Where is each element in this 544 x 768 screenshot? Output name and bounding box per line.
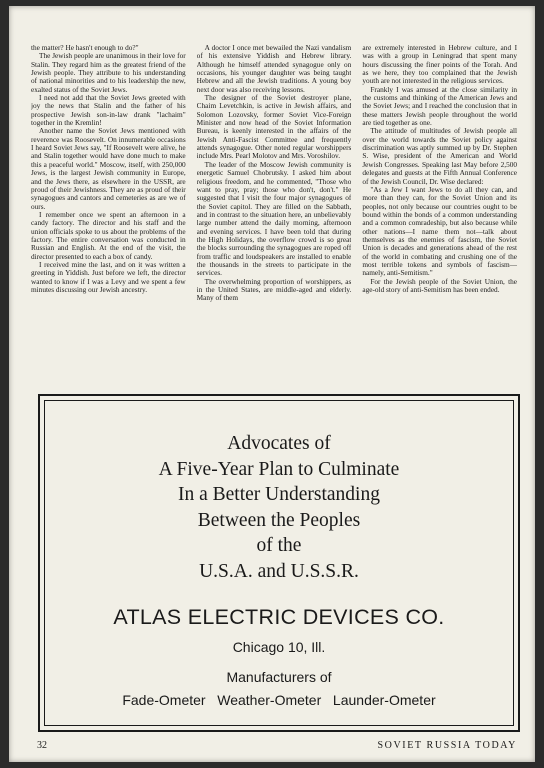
ad-headline-line: Advocates of [227,433,331,454]
article-column-3 [362,44,517,382]
paragraph: The leader of the Moscow Jewish community is energetic Samuel Chobrutsky. I asked him about religious freedom, and he commented, "Those who want to pray, pray; those who don't, don't." He suggested that I visit the four major synagogues of the Soviet capitol. They are filled on the Sabbath, and in contrast to the situation here, an unbelievably large number attend the daily morning, afternoon and evening services. I have been told that during the High Holidays, the overflow crowd is so great the blocks surrounding the synagogues are roped off from traffic and loudspeakers are installed to enable the thousands in the streets to participate in the services. [196,159,352,278]
advertisement-inner-border [44,400,514,726]
ad-manufacturers-label: Manufacturers of [226,669,332,685]
ad-company-name: ATLAS ELECTRIC DEVICES CO. [113,605,445,629]
article-column-2 [197,44,352,382]
paragraph: I need not add that the Soviet Jews greeted with joy the news that Stalin and the father of his prospective Jewish son-in-law drank "lachaim" together in the Kremlin! [31,93,186,128]
paragraph: I remember once we spent an afternoon in a candy factory. The director and his staff and the union officials spoke to us about the problems of the factory. The entire conversation was conducted in Russian and English. At the end of the visit, the director presented to each a box of candy. [31,209,186,261]
paragraph: A doctor I once met bewailed the Nazi vandalism of his extensive Yiddish and Hebrew library. Although he himself attended synagogue only on occasions, his younger daughter was being taught Hebrew and all the Jewish traditions. A young boy next door was also receiving lessons. [196,44,352,94]
paragraph: Frankly I was amused at the close similarity in the customs and thinking of the American Jews and the Soviet Jews; and I reached the conclusion that in these matters Jewish people throughout the world are tied together as one. [362,84,517,128]
ad-headline [45,431,513,584]
magazine-page [9,6,535,762]
paragraph: I received mine the last, and on it was written a greeting in Yiddish. Just before we left, the director wanted to know if I was a Levy and we spent a few minutes discussing our Jewish ancestry. [31,259,186,294]
ad-products: Fade-Ometer Weather-Ometer Launder-Ometer [122,692,436,708]
advertisement-box [38,394,520,732]
paragraph: For the Jewish people of the Soviet Union, the age-old story of anti-Semitism has been ended. [362,276,517,294]
ad-headline-line: Between the Peoples [197,509,361,531]
ad-headline-line: A Five-Year Plan to Culminate [158,458,400,480]
article-column-1 [31,44,186,382]
paragraph: The Jewish people are unanimous in their love for Stalin. They regard him as the greatest friend of the Jewish people. They attribute to his understanding of national minorities and to his leadership the new, exalted status of the Soviet Jews. [31,51,186,94]
magazine-title: SOVIET RUSSIA TODAY [377,740,517,751]
ad-headline-line: U.S.A. and U.S.S.R. [199,560,359,582]
paragraph: The designer of the Soviet destroyer plane, Chaim Levetchkin, is active in Jewish affairs, and Solomon Lozovsky, former Soviet Vice-Foreign Minister and now head of the Soviet Information Bureau, is keenly interested in the affairs of the Jewish Anti-Fascist Committee and frequently attends synagogue. Other noted regular worshippers include Mrs. Pearl Molotov and Mrs. Voroshilov. [196,93,352,161]
ad-headline-line: In a Better Understanding [178,484,380,505]
paragraph: The attitude of multitudes of Jewish people all over the world towards the Soviet policy against discrimination was aptly summed up by Dr. Stephen S. Wise, president of the American and World Jewish Congresses. Speaking last May before 2,500 delegates and guests at the Fifth Annual Conference of the Jewish Council, Dr. Wise declared: [362,126,517,186]
paragraph: the matter? He hasn't enough to do?" [31,44,139,52]
ad-headline-line: of the [256,535,302,556]
article-columns [31,44,517,382]
page-number: 32 [37,740,47,751]
paragraph: The overwhelming proportion of worshippers, as in the United States, are middle-aged and elderly. Many of them [196,276,352,303]
paragraph: are extremely interested in Hebrew culture, and I was with a group in Leningrad that spent many hours discussing the finer points of the Torah. And as we here, they too complained that the Jewish youth are not interested in the religious services. [362,44,517,86]
paragraph: "As a Jew I want Jews to do all they can, and more than they can, for the Soviet Union and its peoples, not only because our countries ought to be bound within the bonds of a common understanding and a common comradeship, but also because while other nations—I name them not—talk about themselves as the enemies of fascism, the Soviet Union is decades and generations ahead of the rest of the world in combating and crushing one of the most terrible tokens and symbols of fascism—namely, anti-Semitism." [362,184,517,278]
ad-company-city: Chicago 10, Ill. [232,639,326,655]
paragraph: Another name the Soviet Jews mentioned with reverence was Roosevelt. On innumerable occasions I heard Soviet Jews say, "If Roosevelt were alive, he and Stalin together would have done much to make this a peaceful world." Moscow, itself, with 250,000 Jews, is the largest Jewish community in Europe, and the Jews there, as elsewhere in the USSR, are proud of their Jewishness. They are as proud of their synagogues and cantors and cemeteries as are we of ours. [31,126,186,211]
